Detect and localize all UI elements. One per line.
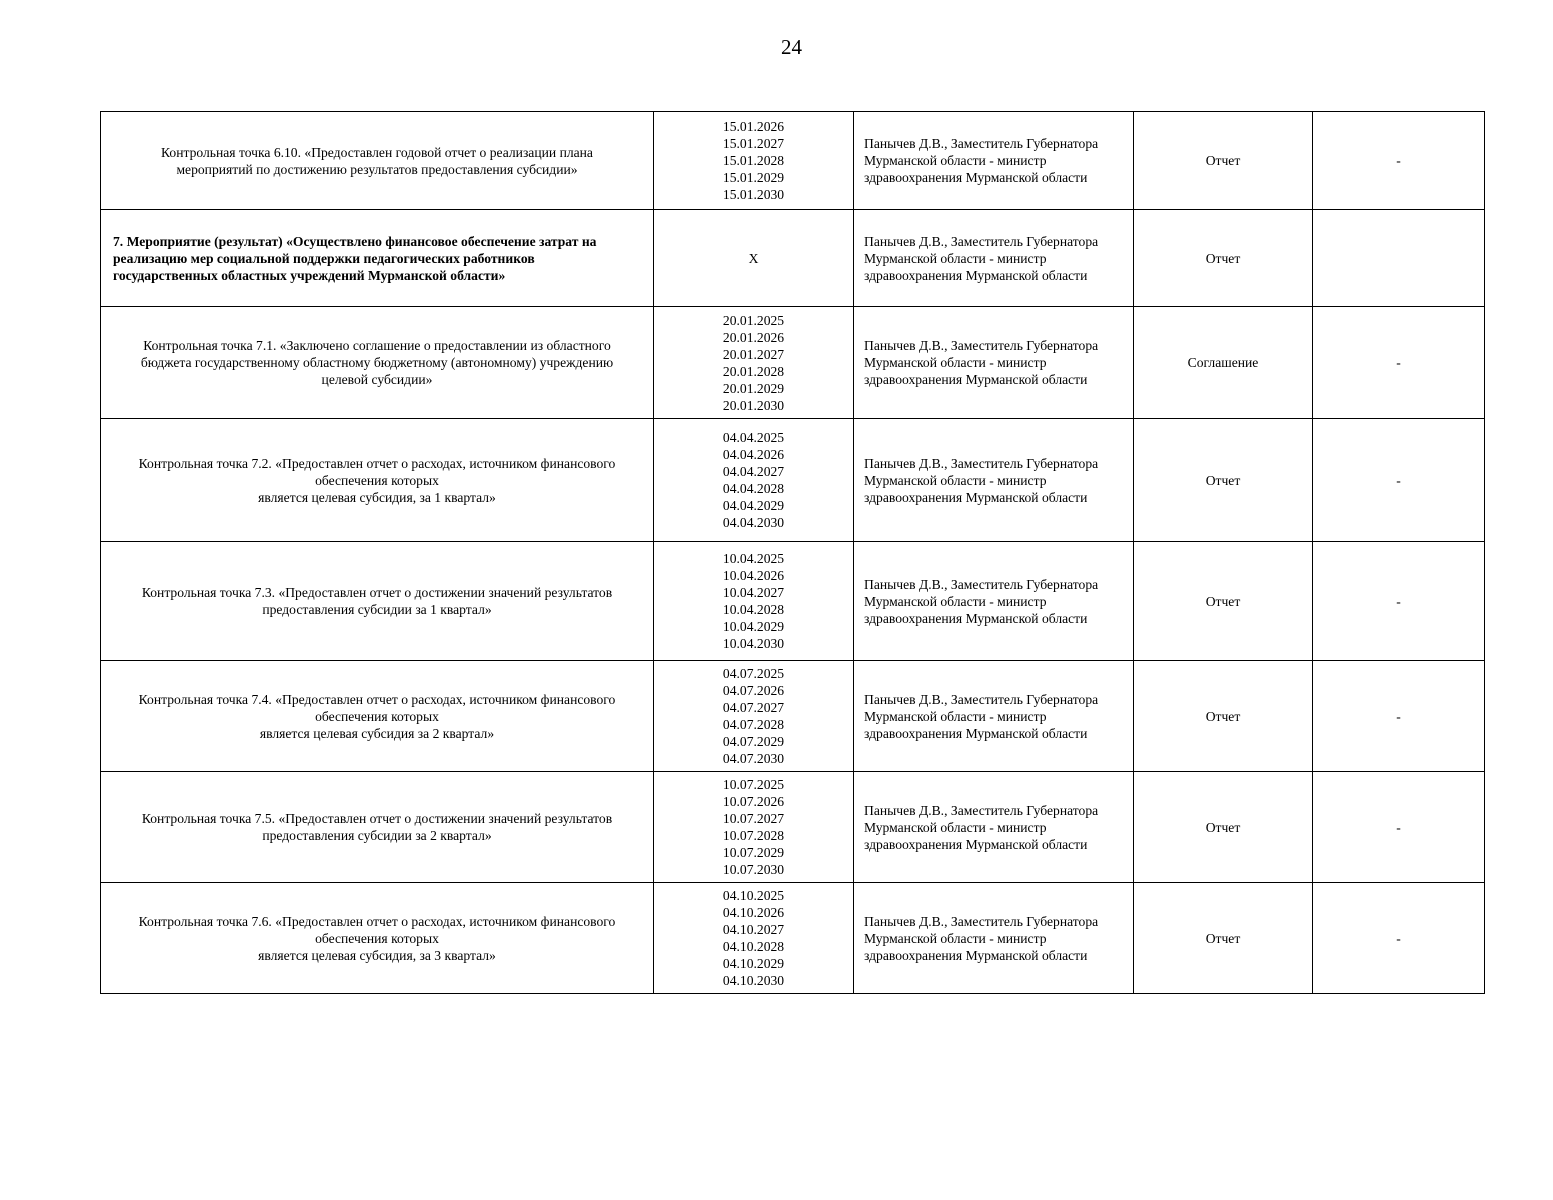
responsible-line: Мурманской области - министр <box>864 930 1047 946</box>
responsible-line: Панычев Д.В., Заместитель Губернатора <box>864 136 1099 151</box>
deadline-date: 04.07.2028 <box>722 717 785 732</box>
deadline-date: 04.10.2028 <box>722 939 785 954</box>
responsible-line: здравоохранения Мурманской области <box>864 836 1088 852</box>
deadline-date: 10.04.2027 <box>722 585 785 600</box>
responsible-line: Панычев Д.В., Заместитель Губернатора <box>864 455 1099 471</box>
info-system-cell: - <box>1313 772 1485 883</box>
event-title-cell <box>101 419 654 542</box>
event-title-cell <box>101 307 654 419</box>
event-title-line: предоставления субсидии за 1 квартал» <box>262 602 492 617</box>
event-title-cell <box>101 112 654 210</box>
responsible-person-cell <box>854 210 1134 307</box>
deadline-date: 04.10.2029 <box>722 956 785 971</box>
responsible-person-cell <box>854 661 1134 772</box>
responsible-line: Мурманской области - министр <box>864 355 1047 370</box>
control-points-table <box>100 111 1485 994</box>
deadline-date: 04.10.2026 <box>722 905 785 920</box>
responsible-line: Панычев Д.В., Заместитель Губернатора <box>864 233 1099 249</box>
deadline-date: 10.04.2030 <box>722 636 785 651</box>
responsible-line: Мурманской области - министр <box>864 153 1047 168</box>
deadline-date: 20.01.2029 <box>722 380 785 396</box>
deadline-date: 04.07.2027 <box>722 700 785 715</box>
event-title-line: является целевая субсидия, за 1 квартал» <box>258 489 496 505</box>
table-row <box>101 883 1485 994</box>
table-row <box>101 419 1485 542</box>
document-type-cell: Отчет <box>1134 210 1313 307</box>
event-title-line: Контрольная точка 6.10. «Предоставлен годовой отчет о реализации плана <box>161 144 593 160</box>
responsible-line: здравоохранения Мурманской области <box>864 489 1088 505</box>
deadline-date: 04.04.2030 <box>722 515 785 530</box>
event-title-line: предоставления субсидии за 2 квартал» <box>262 828 492 843</box>
responsible-line: Мурманской области - министр <box>864 472 1047 488</box>
responsible-person-cell <box>854 307 1134 419</box>
event-title-line: мероприятий по достижению результатов предоставления субсидии» <box>176 161 578 177</box>
deadline-dates-cell <box>654 661 854 772</box>
responsible-person-cell <box>854 542 1134 661</box>
event-title-line: бюджета государственному областному бюджетному (автономному) учреждению <box>140 355 614 370</box>
table-row <box>101 772 1485 883</box>
event-title-cell <box>101 772 654 883</box>
responsible-line: здравоохранения Мурманской области <box>864 725 1088 741</box>
responsible-line: Панычев Д.В., Заместитель Губернатора <box>864 576 1099 592</box>
responsible-line: Мурманской области - министр <box>864 819 1047 835</box>
deadline-date: 15.01.2027 <box>722 136 785 151</box>
document-type-cell: Отчет <box>1134 542 1313 661</box>
deadline-dates-cell <box>654 307 854 419</box>
table-row <box>101 210 1485 307</box>
document-type-cell: Отчет <box>1134 661 1313 772</box>
event-title-line: обеспечения которых <box>315 708 439 724</box>
responsible-person-cell <box>854 112 1134 210</box>
responsible-person-cell <box>854 772 1134 883</box>
responsible-line: здравоохранения Мурманской области <box>864 170 1088 185</box>
page-number: 24 <box>781 35 802 59</box>
deadline-date: 04.04.2026 <box>722 447 785 462</box>
responsible-line: Панычев Д.В., Заместитель Губернатора <box>864 691 1099 707</box>
deadline-date: 04.07.2030 <box>722 751 785 766</box>
event-title-line: является целевая субсидия, за 3 квартал» <box>258 947 496 963</box>
deadline-dates-cell <box>654 419 854 542</box>
deadline-dates-cell <box>654 883 854 994</box>
deadline-date: 20.01.2030 <box>722 397 785 413</box>
deadline-date: 04.10.2027 <box>722 922 785 937</box>
event-title-line: 7. Мероприятие (результат) «Осуществлено финансовое обеспечение затрат на <box>113 233 597 249</box>
table-body <box>101 112 1485 994</box>
deadline-date: 10.07.2030 <box>722 862 785 877</box>
deadline-date: 10.04.2028 <box>722 602 785 617</box>
deadline-dates-cell <box>654 112 854 210</box>
responsible-line: Мурманской области - министр <box>864 708 1047 724</box>
deadline-date: 10.07.2027 <box>722 811 785 826</box>
deadline-date: 10.07.2029 <box>722 845 785 860</box>
event-title-line: является целевая субсидия за 2 квартал» <box>259 725 495 741</box>
deadline-date: 04.07.2025 <box>722 666 785 681</box>
deadline-date: 15.01.2026 <box>722 119 785 134</box>
responsible-line: Мурманской области - министр <box>864 250 1047 266</box>
info-system-cell: - <box>1313 112 1485 210</box>
deadline-date: 20.01.2025 <box>722 312 785 328</box>
table-row <box>101 542 1485 661</box>
deadline-dates-cell <box>654 772 854 883</box>
info-system-cell: - <box>1313 307 1485 419</box>
event-title-line: Контрольная точка 7.1. «Заключено соглашение о предоставлении из областного <box>143 338 611 353</box>
deadline-date: 15.01.2029 <box>722 170 785 185</box>
deadline-date: 04.10.2030 <box>722 973 785 988</box>
deadline-date: 20.01.2026 <box>722 329 785 345</box>
event-title-line: реализацию мер социальной поддержки педагогических работников <box>113 250 535 266</box>
event-title-cell <box>101 210 654 307</box>
responsible-line: Панычев Д.В., Заместитель Губернатора <box>864 338 1099 353</box>
deadline-date: 04.07.2026 <box>722 683 785 698</box>
deadline-date: 10.07.2025 <box>722 777 785 792</box>
table-row <box>101 661 1485 772</box>
event-title-cell <box>101 542 654 661</box>
deadline-date: 04.04.2028 <box>722 481 785 496</box>
event-title-line: Контрольная точка 7.4. «Предоставлен отчет о расходах, источником финансового <box>138 691 616 707</box>
document-type-cell: Отчет <box>1134 883 1313 994</box>
document-type-cell: Соглашение <box>1134 307 1313 419</box>
deadline-date: 20.01.2028 <box>722 363 785 379</box>
deadline-date: 04.04.2029 <box>722 498 785 513</box>
info-system-cell: - <box>1313 542 1485 661</box>
deadline-date: 04.10.2025 <box>722 888 785 903</box>
table-row <box>101 112 1485 210</box>
document-type-cell: Отчет <box>1134 112 1313 210</box>
deadline-date: 10.07.2026 <box>722 794 785 809</box>
deadline-date: Х <box>748 250 759 266</box>
responsible-line: здравоохранения Мурманской области <box>864 267 1088 283</box>
deadline-dates-cell <box>654 542 854 661</box>
event-title-line: целевой субсидии» <box>321 372 433 387</box>
event-title-line: Контрольная точка 7.5. «Предоставлен отчет о достижении значений результатов <box>141 811 613 826</box>
event-title-line: государственных областных учреждений Мурманской области» <box>113 267 506 283</box>
responsible-person-cell <box>854 419 1134 542</box>
event-title-cell <box>101 883 654 994</box>
deadline-date: 10.04.2026 <box>722 568 785 583</box>
responsible-line: здравоохранения Мурманской области <box>864 610 1088 626</box>
deadline-date: 15.01.2028 <box>722 153 785 168</box>
responsible-line: здравоохранения Мурманской области <box>864 372 1088 387</box>
responsible-line: здравоохранения Мурманской области <box>864 947 1088 963</box>
responsible-person-cell <box>854 883 1134 994</box>
responsible-line: Панычев Д.В., Заместитель Губернатора <box>864 802 1099 818</box>
info-system-cell <box>1313 210 1485 307</box>
deadline-date: 10.04.2029 <box>722 619 785 634</box>
info-system-cell: - <box>1313 883 1485 994</box>
document-type-cell: Отчет <box>1134 419 1313 542</box>
deadline-date: 04.04.2025 <box>722 430 785 445</box>
event-title-line: обеспечения которых <box>315 930 439 946</box>
document-type-cell: Отчет <box>1134 772 1313 883</box>
deadline-date: 15.01.2030 <box>722 187 785 202</box>
info-system-cell: - <box>1313 661 1485 772</box>
deadline-date: 10.07.2028 <box>722 828 785 843</box>
table-row <box>101 307 1485 419</box>
event-title-cell <box>101 661 654 772</box>
info-system-cell: - <box>1313 419 1485 542</box>
deadline-date: 04.04.2027 <box>722 464 785 479</box>
event-title-line: Контрольная точка 7.6. «Предоставлен отчет о расходах, источником финансового <box>138 913 616 929</box>
event-title-line: Контрольная точка 7.3. «Предоставлен отчет о достижении значений результатов <box>141 585 613 600</box>
responsible-line: Панычев Д.В., Заместитель Губернатора <box>864 913 1099 929</box>
deadline-date: 20.01.2027 <box>722 346 785 362</box>
event-title-line: Контрольная точка 7.2. «Предоставлен отчет о расходах, источником финансового <box>138 455 616 471</box>
responsible-line: Мурманской области - министр <box>864 593 1047 609</box>
event-title-line: обеспечения которых <box>315 472 439 488</box>
deadline-dates-cell <box>654 210 854 307</box>
deadline-date: 10.04.2025 <box>722 551 785 566</box>
deadline-date: 04.07.2029 <box>722 734 785 749</box>
